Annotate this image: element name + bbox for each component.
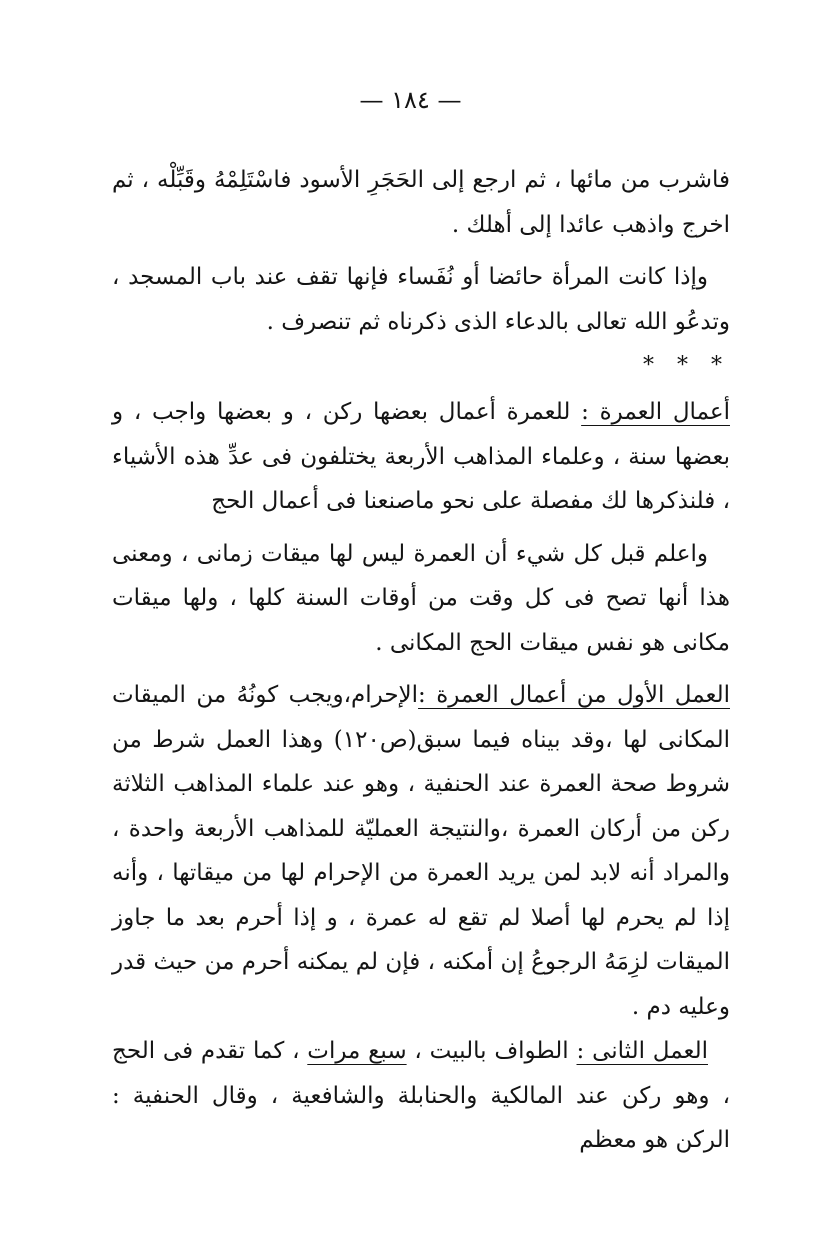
section-separator: * * * (643, 353, 730, 378)
section-heading-umrah-acts: أعمال العمرة : (581, 399, 730, 425)
paragraph-first-act-ihram (112, 673, 730, 1029)
paragraph-menstruating-woman: وإذا كانت المرأة حائضا أو نُفَساء فإنها تقف عند باب المسجد ، وتدعُو الله تعالى بالدعاء الذى ذكرناه ثم تنصرف . (112, 264, 730, 335)
section-heading-second-act: العمل الثانى : (576, 1038, 708, 1064)
paragraph-umrah-acts-text: للعمرة أعمال بعضها ركن ، و بعضها واجب ، و بعضها سنة ، وعلماء المذاهب الأربعة يختلفون فى عدِّ هذه الأشياء ، فلنذكرها لك مفصلة على نحو ماصنعنا فى أعمال الحج (112, 399, 730, 514)
paragraph-second-act-tawaf (112, 1029, 730, 1163)
paragraph-second-act-mid: الطواف بالبيت ، (406, 1038, 577, 1064)
paragraph-umrah-acts (112, 390, 730, 524)
paragraph-first-act-text: الإحرام،ويجب كونُهُ من الميقات المكانى لها ،وقد بيناه فيما سبق(ص١٢٠) وهذا العمل شرط من شروط صحة العمرة عند الحنفية ، وهو عند علماء المذاهب الثلاثة ركن من أركان العمرة ،والنتيجة العمليّة للمذاهب الأربعة واحدة ، والمراد أنه لابد لمن يريد العمرة من الإحرام لها من ميقاتها ، وأنه إذا لم يحرم لها أصلا لم تقع له عمرة ، و إذا أحرم بعد ما جاوز الميقات لزِمَهُ الرجوعُ إن أمكنه ، فإن لم يمكنه أحرم من حيث قدر وعليه دم . (112, 682, 731, 1020)
page-body (112, 158, 730, 1163)
section-heading-first-act: العمل الأول من أعمال العمرة : (418, 682, 730, 708)
paragraph-return-to-black-stone: فاشرب من مائها ، ثم ارجع إلى الحَجَرِ الأسود فاسْتَلِمْهُ وقَبِّلْه ، ثم اخرج واذهب عائدا إلى أهلك . (112, 167, 730, 238)
underlined-seven-times: سبع مرات (307, 1038, 407, 1064)
paragraph-second-act-text: ، كما تقدم فى الحج ، وهو ركن عند المالكية والحنابلة والشافعية ، وقال الحنفية : الركن هو معظم (112, 1038, 730, 1153)
page-number: — ١٨٤ — (359, 86, 462, 114)
paragraph-umrah-timing: واعلم قبل كل شيء أن العمرة ليس لها ميقات زمانى ، ومعنى هذا أنها تصح فى كل وقت من أوقات السنة كلها ، ولها ميقات مكانى هو نفس ميقات الحج المكانى . (112, 540, 730, 656)
